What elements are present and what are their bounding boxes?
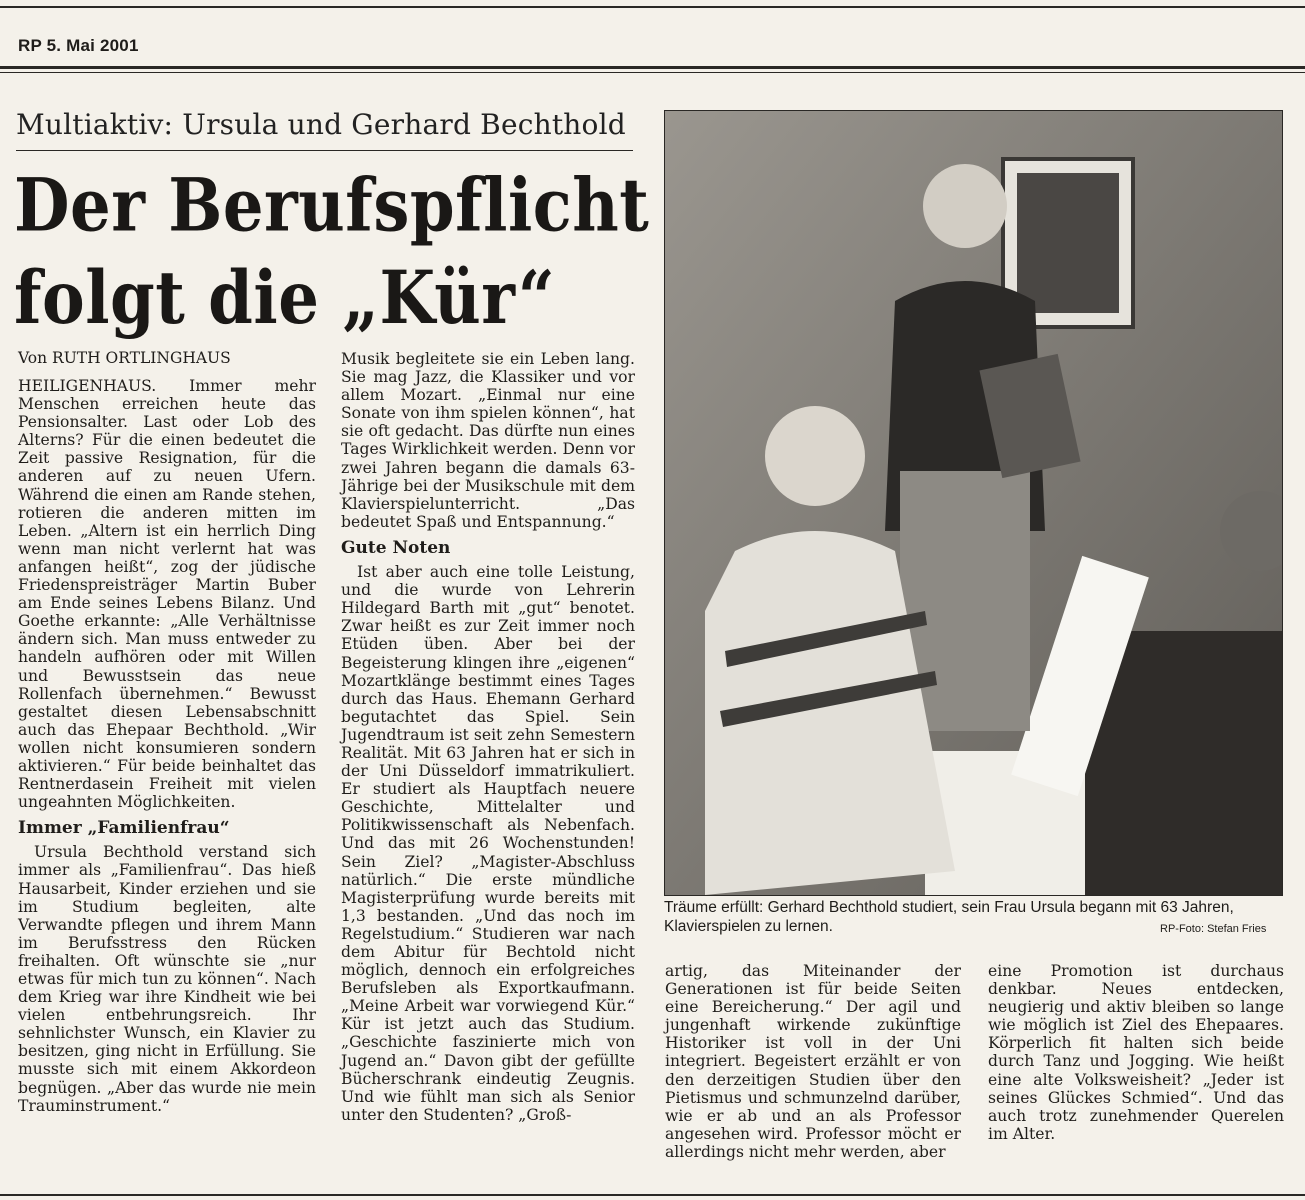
byline (18, 349, 328, 367)
header-rule-thin (0, 72, 1305, 73)
paragraph: eine Promotion ist durchaus denkbar. Neues entdecken, neugierig und aktiv bleiben so lange wie möglich ist Ziel des Ehepaares. Körperlich fit halten sich beide durch Tanz und Jogging. Wie heißt eine alte Volksweisheit? „Jeder ist seines Glückes Schmied“. Und das auch trotz zunehmender Querelen im Alter. (988, 962, 1284, 1143)
paragraph: Musik begleitete sie ein Leben lang. Sie mag Jazz, die Klassiker und vor allem Mozart. „Einmal nur eine Sonate von ihm spielen können“, hat sie oft gedacht. Das dürfte nun eines Tages Wirklichkeit werden. Denn vor zwei Jahren begann die damals 63-Jährige bei der Musikschule mit dem Klavierspielunterricht. „Das bedeutet Spaß und Entspannung.“ (341, 350, 635, 531)
paragraph: Ursula Bechthold verstand sich immer als „Familienfrau“. Das hieß Hausarbeit, Kinder erziehen und sie im Studium begleiten, alte Verwandte pflegen und ihrem Mann im Berufsstress den Rücken freihalten. Oft wünschte sie „nur etwas für mich tun zu können“. Nach dem Krieg war ihre Kindheit wie bei vielen entbehrungsreich. Ihr sehnlichster Wunsch, ein Klavier zu besitzen, ging nicht in Erfüllung. Sie musste sich mit einem Akkordeon begnügen. „Aber das wurde nie mein Trauminstrument.“ (18, 843, 316, 1115)
headline-line-2: folgt die „Kür“ (14, 255, 556, 342)
subheading: Gute Noten (341, 537, 451, 558)
bottom-border-rule (0, 1194, 1305, 1196)
headline-line-1: Der Berufspflicht (14, 163, 650, 249)
paragraph: artig, das Miteinander der Generationen ist für beide Seiten eine Bereicherung.“ Der agil und jungenhaft wirkende zukünftige Historiker ist voll in der Uni integriert. Begeistert erzählt er von den derzeitigen Studien über den Pietismus und schmunzelnd darüber, wie er ab und an als Professor angesehen wird. Professor möcht er allerdings nicht mehr werden, aber (665, 962, 961, 1161)
text-column-4 (988, 962, 1284, 1143)
subheading: Immer „Familienfrau“ (18, 818, 230, 839)
source-label: RP 5. Mai 2001 (18, 36, 139, 55)
text-column-3 (665, 962, 961, 1161)
kicker-rule (16, 150, 633, 151)
photo-caption: Träume erfüllt: Gerhard Bechthold studiert, sein Frau Ursula begann mit 63 Jahren, Klavierspielen zu lernen. (664, 899, 1234, 935)
paragraph: Ist aber auch eine tolle Leistung, und die wurde von Lehrerin Hildegard Barth mit „gut“ benotet. Zwar heißt es zur Zeit immer noch Etüden üben. Aber bei der Begeisterung klingen ihre „eigenen“ Mozartklänge bestimmt eines Tages durch das Haus. Ehemann Gerhard begutachtet das Spiel. Sein Jugendtraum ist seit zehn Semestern Realität. Mit 63 Jahren hat er sich in der Uni Düsseldorf immatrikuliert. Er studiert als Hauptfach neuere Geschichte, Mittelalter und Politikwissenschaft als Nebenfach. Und das mit 26 Wochenstunden! Sein Ziel? „Magister-Abschluss natürlich.“ Die erste mündliche Magisterprüfung wurde bereits mit 1,3 bestanden. „Und das noch im Regelstudium.“ Studieren war nach dem Abitur für Bechtold nicht möglich, dennoch ein erfolgreiches Berufsleben als Exportkaufmann. „Meine Arbeit war vorwiegend Kür.“ Kür ist jetzt auch das Studium. „Geschichte faszinierte mich von Jugend an.“ Davon gibt der gefüllte Bücherschrank eindeutig Zeugnis. Und wie fühlt man sich als Senior unter den Studenten? „Groß- (341, 563, 635, 1124)
header-rule (0, 66, 1305, 69)
text-column-2 (341, 350, 635, 1124)
photo-credit: RP-Foto: Stefan Fries (1160, 923, 1267, 935)
article-photo (664, 110, 1283, 896)
paragraph: HEILIGENHAUS. Immer mehr Menschen erreichen heute das Pensionsalter. Last oder Lob des Alterns? Für die einen bedeutet die Zeit passive Resignation, für die anderen auf zu neuen Ufern. Während die einen am Rande stehen, rotieren die anderen mitten im Leben. „Altern ist ein herrlich Ding wenn man nicht verlernt hat was anfangen heißt“, zog der jüdische Friedenspreisträger Martin Buber am Ende seines Lebens Bilanz. Und Goethe erkannte: „Alle Verhältnisse ändern sich. Man muss entweder zu handeln aufhören oder mit Willen und Bewusstsein das neue Rollenfach übernehmen.“ Bewusst gestaltet diesen Lebensabschnitt auch das Ehepaar Bechthold. „Wir wollen nicht konsumieren sondern aktivieren.“ Für beide beinhaltet das Rentnerdasein Freiheit mit vielen ungeahnten Möglichkeiten. (18, 377, 316, 812)
text-column-1 (18, 377, 316, 1115)
top-border-rule (0, 6, 1305, 8)
photo-illustration (665, 111, 1282, 895)
byline-author: RUTH ORTLINGHAUS (52, 349, 231, 367)
byline-prefix: Von (18, 349, 48, 367)
article-headline (14, 160, 654, 345)
article-kicker: Multiaktiv: Ursula und Gerhard Bechthold (16, 108, 626, 141)
